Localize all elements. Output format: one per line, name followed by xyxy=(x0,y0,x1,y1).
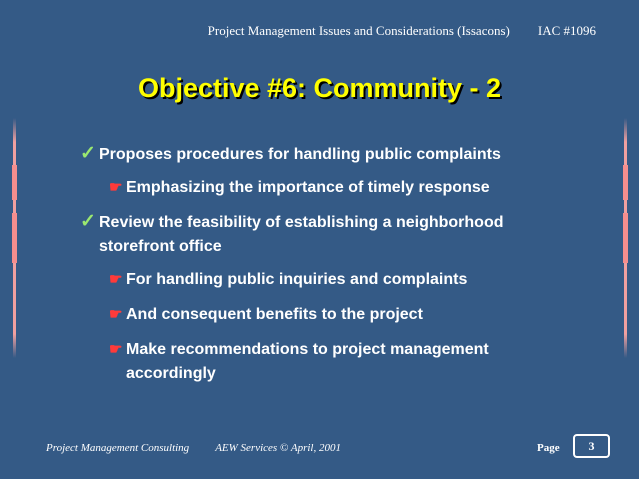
right-decorative-accent xyxy=(623,213,628,263)
footer-company: Project Management Consulting xyxy=(46,442,190,454)
check-icon: ✓ xyxy=(80,211,96,232)
sub-bullet-text: Make recommendations to project management xyxy=(126,341,489,358)
slide-title: Objective #6: Community - 2 xyxy=(137,73,502,103)
footer-copyright: AEW Services © April, 2001 xyxy=(215,442,341,454)
sub-bullet-text: And consequent benefits to the project xyxy=(126,306,423,323)
sub-bullet-item xyxy=(109,268,579,292)
right-decorative-accent xyxy=(623,165,628,200)
sub-bullet-item xyxy=(109,338,579,386)
left-decorative-accent xyxy=(12,213,17,263)
bullet-item xyxy=(80,142,580,167)
header-doc-id: IAC #1096 xyxy=(537,23,596,38)
pointing-hand-icon: ☛ xyxy=(109,306,123,323)
bullet-item xyxy=(80,210,580,259)
check-icon: ✓ xyxy=(80,143,96,164)
sub-bullet-item xyxy=(109,176,579,200)
pointing-hand-icon: ☛ xyxy=(109,179,123,196)
slide-header xyxy=(208,23,596,39)
page-label: Page xyxy=(537,442,560,454)
sub-bullet-text-continued: accordingly xyxy=(126,365,216,382)
page-number: 3 xyxy=(573,434,610,458)
pointing-hand-icon: ☛ xyxy=(109,341,123,358)
bullet-text: Review the feasibility of establishing a neighborhood xyxy=(99,214,504,231)
sub-bullet-text: Emphasizing the importance of timely response xyxy=(126,179,490,196)
slide-footer xyxy=(46,442,341,454)
header-title: Project Management Issues and Considerations (Issacons) xyxy=(207,23,510,38)
sub-bullet-text: For handling public inquiries and complaints xyxy=(126,271,468,288)
bullet-text-continued: storefront office xyxy=(99,238,222,255)
bullet-text: Proposes procedures for handling public complaints xyxy=(99,146,501,163)
sub-bullet-item xyxy=(109,303,579,327)
left-decorative-accent xyxy=(12,165,17,200)
pointing-hand-icon: ☛ xyxy=(109,271,123,288)
